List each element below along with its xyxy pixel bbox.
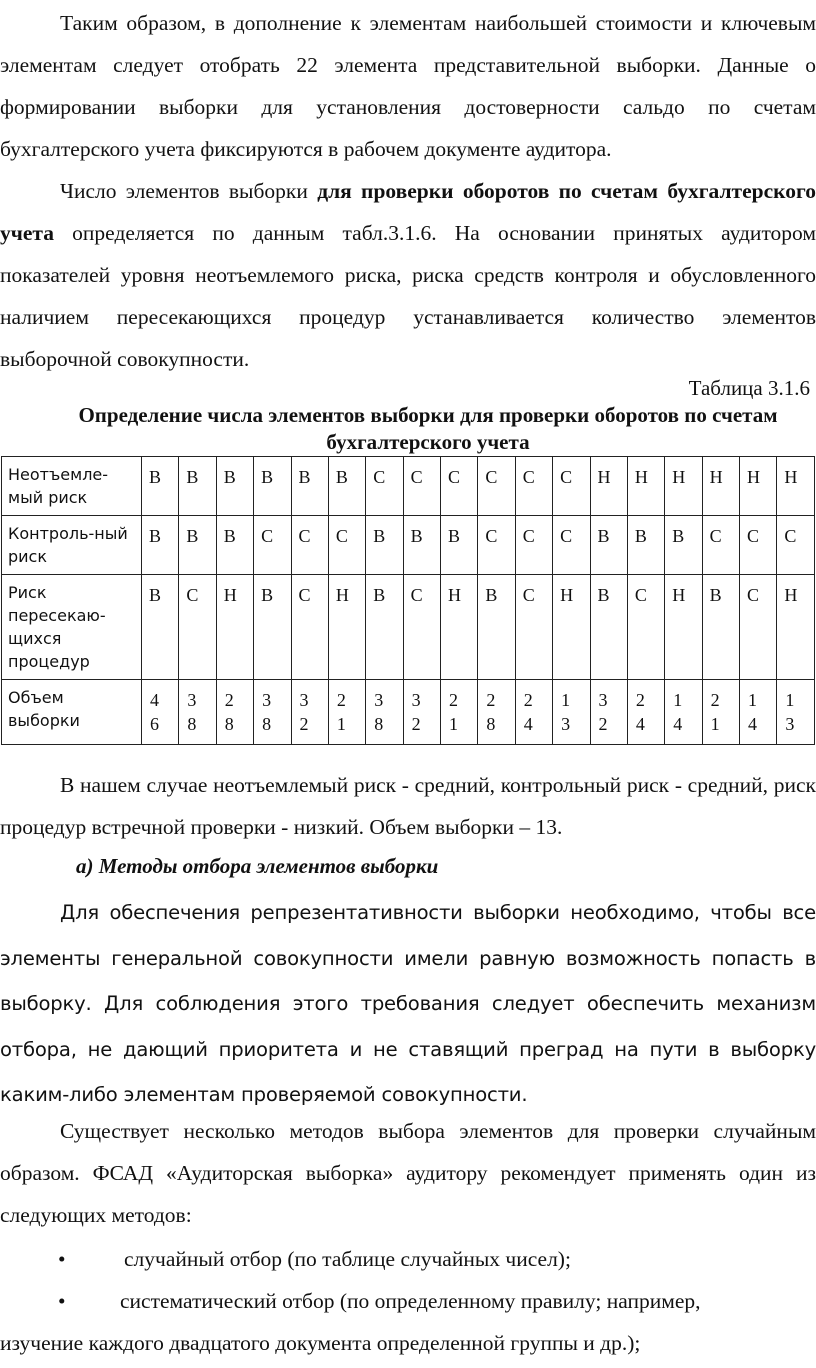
table-cell-value: 32 [411, 690, 421, 734]
table-cell: В [216, 457, 253, 516]
table-cell [777, 680, 815, 745]
table-cell: Н [328, 575, 365, 680]
table-cell: С [515, 575, 552, 680]
table-cell [627, 680, 664, 745]
table-cell [328, 680, 365, 745]
table-cell: Н [216, 575, 253, 680]
table-cell [515, 680, 552, 745]
table-cell-value: 38 [187, 690, 197, 734]
table-cell-value: 38 [262, 690, 272, 734]
table-title: Определение числа элементов выборки для проверки оборотов по счетам бухгалтерского учета [78, 403, 778, 454]
table-cell-value: 24 [523, 690, 533, 734]
table-cell [665, 680, 702, 745]
table-cell: Н [702, 457, 739, 516]
table-cell: В [291, 457, 328, 516]
table-cell [403, 680, 440, 745]
table-cell-value: 14 [673, 690, 683, 734]
table-cell: Н [740, 457, 777, 516]
paragraph-sample-size [0, 170, 816, 380]
table-cell: В [254, 457, 291, 516]
table-cell: С [478, 457, 515, 516]
table-cell: С [478, 516, 515, 575]
table-cell: Н [665, 575, 702, 680]
table-cell [254, 680, 291, 745]
table-cell: С [441, 457, 478, 516]
table-cell-value: 32 [598, 690, 608, 734]
table-cell: В [366, 516, 403, 575]
section-heading-selection-methods: а) Методы отбора элементов выборки [76, 854, 439, 878]
table-cell: В [366, 575, 403, 680]
table-cell: В [254, 575, 291, 680]
table-cell: В [403, 516, 440, 575]
table-cell [702, 680, 739, 745]
table-cell-value: 28 [486, 690, 496, 734]
table-cell: С [515, 516, 552, 575]
paragraph-sample-size-bold: для проверки оборотов по счетам бухгалтерского учета [0, 179, 816, 245]
table-cell: С [179, 575, 216, 680]
table-cell-value: 24 [635, 690, 645, 734]
table-cell: В [590, 575, 627, 680]
table-cell [366, 680, 403, 745]
table-row-header: Риск пересекаю-щихся процедур [2, 575, 142, 680]
table-cell: С [702, 516, 739, 575]
table-row-control-risk [2, 516, 815, 575]
table-cell: С [515, 457, 552, 516]
paragraph-sample-size-start: Число элементов выборки [60, 179, 318, 203]
table-cell: Н [627, 457, 664, 516]
table-cell: С [291, 575, 328, 680]
table-cell [216, 680, 253, 745]
table-cell: В [142, 457, 179, 516]
table-cell: С [740, 575, 777, 680]
table-cell [478, 680, 515, 745]
table-cell-value: 21 [336, 690, 346, 734]
table-cell: С [366, 457, 403, 516]
table-cell-value: 28 [224, 690, 234, 734]
table-cell: С [403, 575, 440, 680]
table-cell: Н [590, 457, 627, 516]
bullet-marker: • [58, 1289, 66, 1313]
table-cell: С [403, 457, 440, 516]
table-cell-value: 21 [710, 690, 720, 734]
table-cell: В [478, 575, 515, 680]
table-cell-value: 13 [561, 690, 571, 734]
table-cell: Н [441, 575, 478, 680]
table-cell: В [590, 516, 627, 575]
table-cell-value: 21 [449, 690, 458, 734]
table-cell: С [254, 516, 291, 575]
table-row-header: Неотъемле-мый риск [2, 457, 142, 516]
bullet-item-systematic-selection: систематический отбор (по определенному правилу; например, [120, 1289, 701, 1313]
table-cell: С [740, 516, 777, 575]
paragraph-sample-size-end: определяется по данным табл.3.1.6. На основании принятых аудитором показателей уровня неотъемлемого риска, риска средств контроля и обусловленного наличием пересекающихся процедур устанавливается количество элементов выборочной совокупности. [0, 221, 816, 371]
bullet-marker: • [58, 1247, 66, 1271]
table-cell-value: 46 [150, 690, 159, 734]
table-cell: В [441, 516, 478, 575]
table-cell [590, 680, 627, 745]
table-cell: С [627, 575, 664, 680]
paragraph-our-case: В нашем случае неотъемлемый риск - средний, контрольный риск - средний, риск процедур встречной проверки - низкий. Объем выборки – 13. [0, 773, 816, 839]
table-cell: Н [665, 457, 702, 516]
table-cell: С [328, 516, 365, 575]
table-cell [441, 680, 478, 745]
table-cell: С [291, 516, 328, 575]
table-row-header: Объем выборки [2, 680, 142, 745]
table-cell: В [627, 516, 664, 575]
paragraph-representativeness: Для обеспечения репрезентативности выборки необходимо, чтобы все элементы генеральной совокупности имели равную возможность попасть в выборку. Для соблюдения этого требования следует обеспечить механизм отбора, не дающий приоритета и не ставящий преград на пути в выборку каким-либо элементам проверяемой совокупности. [0, 901, 816, 1106]
table-row-sample-size [2, 680, 815, 745]
bullet-item-random-selection: случайный отбор (по таблице случайных чисел); [124, 1247, 571, 1271]
table-cell-value: 13 [785, 690, 795, 734]
table-row-inherent-risk [2, 457, 815, 516]
bullet-item-systematic-selection-continued: изучение каждого двадцатого документа определенной группы и др.); [0, 1331, 641, 1355]
table-cell: В [179, 457, 216, 516]
table-cell: Н [553, 575, 590, 680]
table-row-header: Контроль-ный риск [2, 516, 142, 575]
table-cell: Н [777, 457, 815, 516]
table-cell: В [216, 516, 253, 575]
table-cell: В [702, 575, 739, 680]
table-cell: В [179, 516, 216, 575]
table-caption: Таблица 3.1.6 [688, 376, 810, 400]
table-cell: С [553, 457, 590, 516]
paragraph-sample-selection: Таким образом, в дополнение к элементам наибольшей стоимости и ключевым элементам следует отобрать 22 элемента представительной выборки. Данные о формировании выборки для установления достоверности сальдо по счетам бухгалтерского учета фиксируются в рабочем документе аудитора. [0, 11, 816, 161]
table-cell-value: 32 [299, 690, 309, 734]
table-cell: С [553, 516, 590, 575]
table-row-procedures-risk [2, 575, 815, 680]
table-cell: В [665, 516, 702, 575]
table-cell [291, 680, 328, 745]
paragraph-methods-intro: Существует несколько методов выбора элементов для проверки случайным образом. ФСАД «Аудиторская выборка» аудитору рекомендует применять один из следующих методов: [0, 1119, 816, 1227]
table-cell: Н [777, 575, 815, 680]
table-cell [179, 680, 216, 745]
table-cell [553, 680, 590, 745]
table-cell [142, 680, 179, 745]
table-cell: С [777, 516, 815, 575]
sample-size-table [1, 456, 815, 745]
table-cell-value: 38 [374, 690, 384, 734]
table-cell: В [328, 457, 365, 516]
table-cell-value: 14 [748, 690, 757, 734]
table-cell [740, 680, 777, 745]
table-cell: В [142, 575, 179, 680]
table-cell: В [142, 516, 179, 575]
